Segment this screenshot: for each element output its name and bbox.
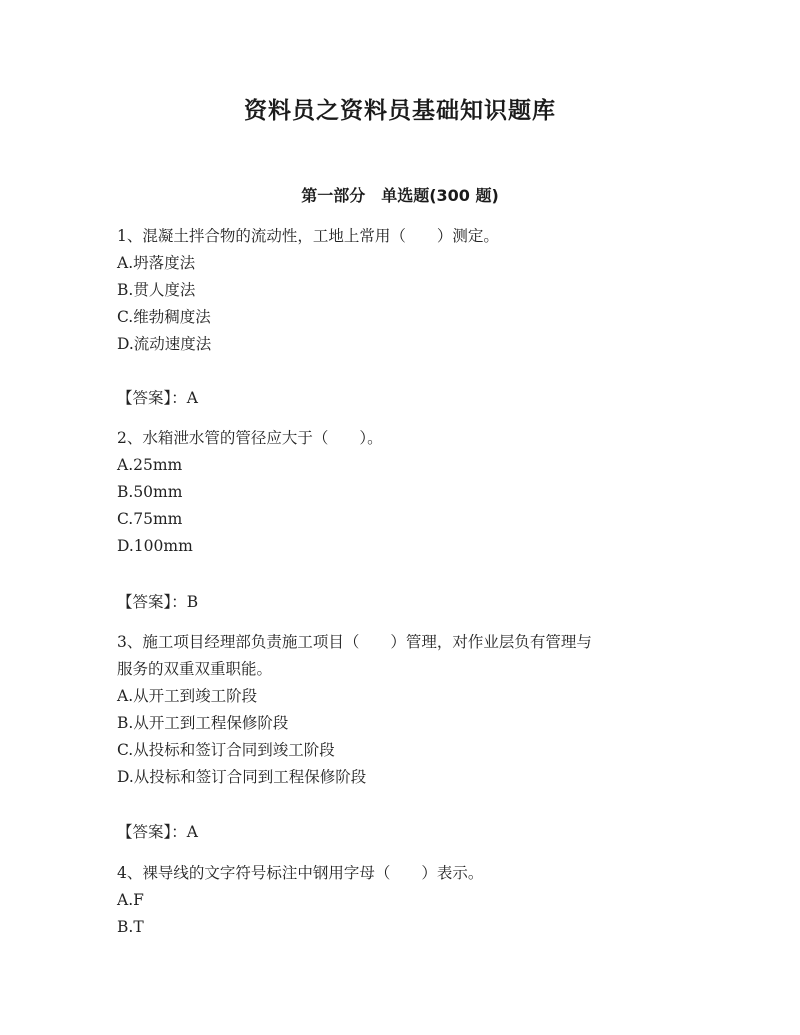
question-1 bbox=[117, 223, 677, 358]
question-stem: 4、裸导线的文字符号标注中钢用字母（ ）表示。 bbox=[117, 864, 484, 882]
answer-1: 【答案】：A bbox=[117, 389, 198, 407]
section-heading: 第一部分 单选题(300 题) bbox=[301, 186, 499, 205]
question-stem-line-2: 服务的双重双重职能。 bbox=[117, 660, 273, 678]
option-a: A.25mm bbox=[117, 456, 183, 474]
question-stem-line-1: 3、施工项目经理部负责施工项目（ ）管理，对作业层负有管理与 bbox=[117, 633, 592, 651]
option-d: D.从投标和签订合同到工程保修阶段 bbox=[117, 768, 367, 786]
option-a: A.F bbox=[117, 891, 144, 909]
option-c: C.从投标和签订合同到竣工阶段 bbox=[117, 741, 335, 759]
option-d: D.流动速度法 bbox=[117, 335, 212, 353]
option-a: A.坍落度法 bbox=[117, 254, 196, 272]
question-stem: 2、水箱泄水管的管径应大于（ ）。 bbox=[117, 429, 383, 447]
option-d: D.100mm bbox=[117, 537, 193, 555]
option-b: B.T bbox=[117, 918, 144, 936]
option-b: B.50mm bbox=[117, 483, 183, 501]
question-2 bbox=[117, 425, 677, 560]
question-4 bbox=[117, 860, 677, 941]
option-a: A.从开工到竣工阶段 bbox=[117, 687, 258, 705]
answer-2: 【答案】：B bbox=[117, 593, 199, 611]
question-stem: 1、混凝土拌合物的流动性，工地上常用（ ）测定。 bbox=[117, 227, 499, 245]
document-title: 资料员之资料员基础知识题库 bbox=[244, 98, 556, 124]
option-b: B.从开工到工程保修阶段 bbox=[117, 714, 289, 732]
option-b: B.贯人度法 bbox=[117, 281, 196, 299]
option-c: C.75mm bbox=[117, 510, 183, 528]
answer-3: 【答案】：A bbox=[117, 823, 198, 841]
option-c: C.维勃稠度法 bbox=[117, 308, 211, 326]
question-3 bbox=[117, 629, 677, 791]
